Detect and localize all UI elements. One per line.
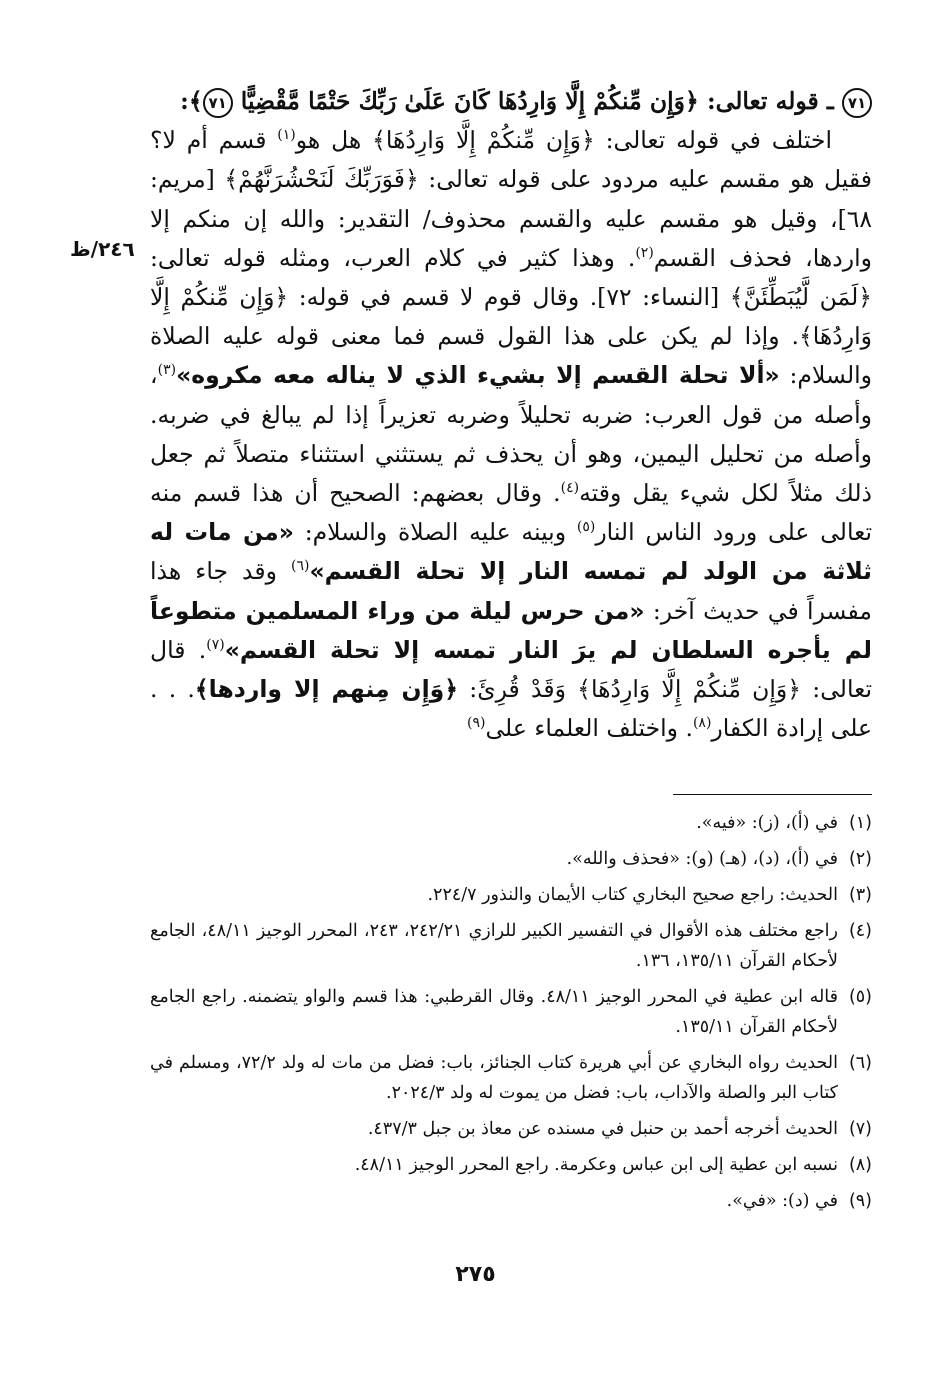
footnote-number: (٣) bbox=[848, 885, 872, 905]
footnote-number: (٤) bbox=[848, 921, 872, 941]
footnote bbox=[150, 1186, 872, 1216]
footnote-separator bbox=[673, 794, 872, 795]
footnote-ref: (٨) bbox=[692, 715, 712, 732]
footnote-text: في (أ)، (ز): «فيه». bbox=[696, 813, 838, 833]
hadith-quote: «ألا تحلة القسم إلا بشيء الذي لا يناله معه مكروه» bbox=[176, 361, 780, 390]
footnote-ref: (١) bbox=[277, 127, 296, 144]
footnote-number: (٨) bbox=[848, 1155, 872, 1175]
footnote-text: الحديث: راجع صحيح البخاري كتاب الأيمان والنذور ٢٢٤/٧. bbox=[427, 885, 838, 905]
footnote-number: (٦) bbox=[848, 1053, 872, 1073]
footnote-text: نسبه ابن عطية إلى ابن عباس وعكرمة. راجع المحرر الوجيز ٤٨/١١. bbox=[354, 1155, 838, 1175]
footnote-text: الحديث أخرجه أحمد بن حنبل في مسنده عن معاذ بن جبل ٤٣٧/٣. bbox=[367, 1119, 838, 1139]
variant-reading: ﴿وَإِن مِنهم إلا واردها﴾ bbox=[194, 675, 459, 704]
footnote-text: الحديث رواه البخاري عن أبي هريرة كتاب الجنائز، باب: فضل من مات له ولد ٧٢/٢، ومسلم في كتاب البر والصلة والآداب، باب: فضل من يموت له ولد ٢٠٢٤/٣. bbox=[150, 1053, 839, 1103]
ayah-end-marker: ٧١ bbox=[203, 88, 233, 118]
footnote-ref: (٩) bbox=[467, 715, 486, 732]
ayah-number-badge: ٧١ bbox=[842, 88, 872, 118]
text-segment: ، وأصله من قول العرب: ضربه تحليلاً وضربه تعزيراً إذا لم يبالغ في ضربه. وأصله من تحليل اليمين، وهو أن يحذف ثم يستثني استثناء متصلاً ثم جعل ذلك مثلاً لكل شيء يقل وقته bbox=[150, 361, 872, 508]
footnote bbox=[150, 916, 872, 976]
text-segment: قسم أم لا؟ فقيل هو مقسم عليه مردود على قوله تعالى: ﴿فَوَرَبِّكَ لَنَحْشُرَنَّهُمْ﴾ [مريم: ٦٨]، وقيل هو مقسم عليه والقسم محذوف/ التقدير: والله إن منكم إلا واردها، فحذف القسم bbox=[150, 126, 872, 272]
heading-lead: ـ قوله تعالى: bbox=[706, 87, 834, 115]
footnote-ref: (٦) bbox=[290, 558, 310, 575]
footnote bbox=[150, 1048, 872, 1108]
heading-verse: ﴿وَإِن مِّنكُمْ إِلَّا وَارِدُهَا كَانَ عَلَىٰ رَبِّكَ حَتْمًا مَّقْضِيًّا bbox=[240, 87, 699, 115]
footnote-text: في (د): «في». bbox=[726, 1191, 838, 1211]
footnote-ref: (٧) bbox=[206, 637, 225, 654]
footnote-text: راجع مختلف هذه الأقوال في التفسير الكبير للرازي ٢٤٢/٢١، ٢٤٣، المحرر الوجيز ٤٨/١١، الجامع لأحكام القرآن ١٣٥/١١، ١٣٦. bbox=[150, 921, 838, 971]
footnote bbox=[150, 1150, 872, 1180]
footnote bbox=[150, 844, 872, 874]
footnote-ref: (٥) bbox=[576, 519, 596, 536]
text-segment: . قال تعالى: ﴿وَإِن مِّنكُمْ إِلَّا وَارِدُهَا﴾ وَقَدْ قُرِئَ: bbox=[150, 635, 872, 704]
verse-heading bbox=[150, 82, 872, 121]
text-segment: . وهذا كثير في كلام العرب، ومثله قوله تعالى: ﴿لَمَن لَّيُبَطِّئَنَّ﴾ [النساء: ٧٢]. وقال قوم لا قسم في قوله: ﴿وَإِن مِّنكُمْ إِلَّا وَارِدُهَا﴾. وإذا لم يكن على هذا القول قسم فما معنى قوله عليه الصلاة والسلام: bbox=[150, 243, 872, 390]
text-segment: اختلف في قوله تعالى: ﴿وَإِن مِّنكُمْ إِلَّا وَارِدُهَا﴾ هل هو bbox=[295, 126, 832, 155]
footnote-ref: (٤) bbox=[560, 480, 580, 497]
commentary-paragraph bbox=[150, 121, 872, 748]
page-number: ٢٧٥ bbox=[455, 1262, 496, 1287]
footnote-number: (٩) bbox=[848, 1191, 872, 1211]
footnotes bbox=[150, 808, 872, 1222]
footnote-number: (٧) bbox=[848, 1119, 872, 1139]
footnote bbox=[150, 1114, 872, 1144]
text-segment: . وقال بعضهم: الصحيح أن هذا قسم منه تعالى على ورود الناس النار bbox=[150, 479, 873, 547]
hadith-quote: «من مات له ثلاثة من الولد لم تمسه النار إلا تحلة القسم» bbox=[150, 518, 872, 586]
footnote-number: (١) bbox=[848, 813, 872, 833]
footnote-text: في (أ)، (د)، (هـ) (و): «فحذف والله». bbox=[566, 849, 838, 869]
text-segment: . واختلف العلماء على bbox=[485, 714, 693, 743]
footnote-number: (٢) bbox=[848, 849, 872, 869]
footnote bbox=[150, 808, 872, 838]
footnote-ref: (٣) bbox=[157, 362, 177, 379]
heading-close: ﴾: bbox=[180, 87, 203, 115]
footnote bbox=[150, 982, 872, 1042]
footnote bbox=[150, 880, 872, 910]
hadith-quote: «من حرس ليلة من وراء المسلمين متطوعاً لم يأجره السلطان لم يرَ النار تمسه إلا تحلة القسم» bbox=[150, 596, 872, 664]
text-segment: وبينه عليه الصلاة والسلام: bbox=[293, 518, 577, 547]
footnote-ref: (٢) bbox=[635, 244, 654, 261]
text-segment: وقد جاء هذا مفسراً في حديث آخر: bbox=[150, 557, 872, 625]
footnote-number: (٥) bbox=[848, 987, 872, 1007]
margin-folio-note: ٢٤٦/ظ bbox=[70, 237, 135, 261]
text-segment: . . . على إرادة الكفار bbox=[150, 675, 872, 743]
main-text bbox=[150, 82, 872, 748]
footnote-text: قاله ابن عطية في المحرر الوجيز ٤٨/١١. وقال القرطبي: هذا قسم والواو يتضمنه. راجع الجامع لأحكام القرآن ١٣٥/١١. bbox=[150, 987, 838, 1037]
